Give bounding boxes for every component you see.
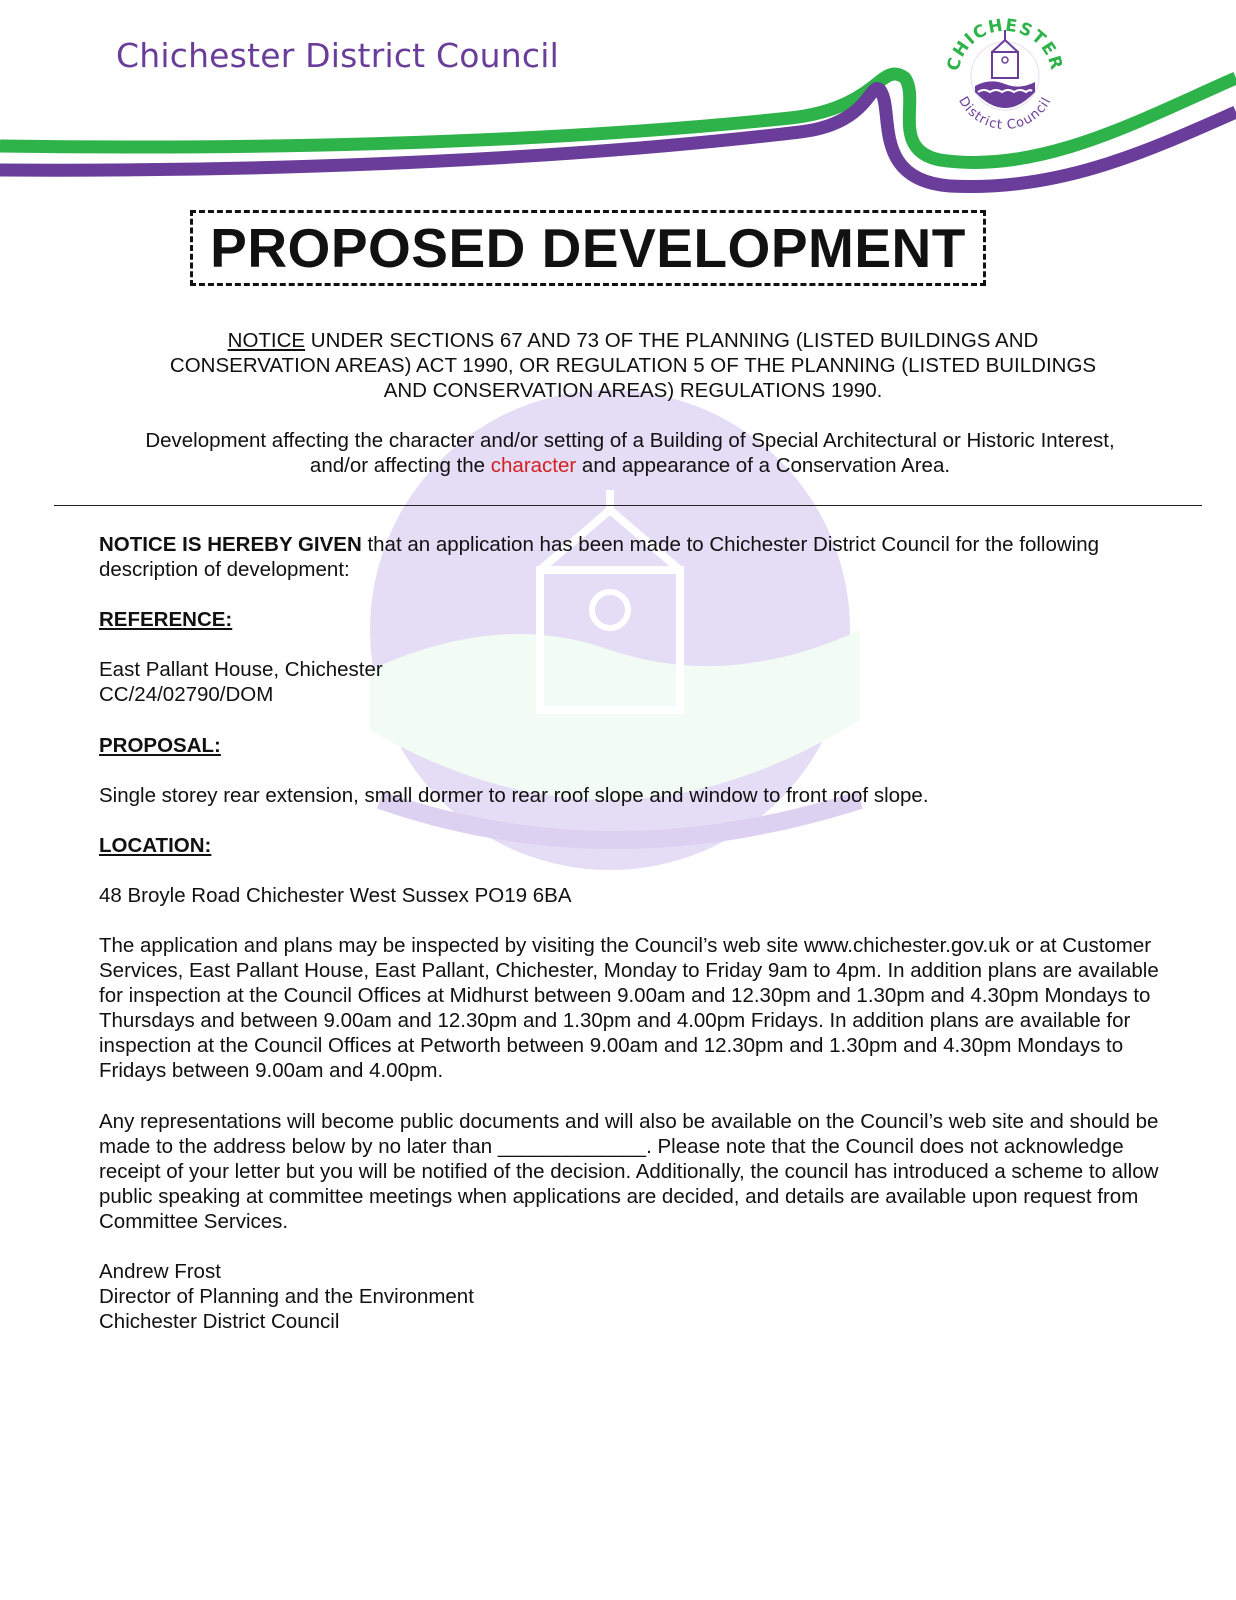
hereby-text: that an application has been made to Chichester District Council for the following description of development: xyxy=(99,533,1100,581)
title-box xyxy=(190,210,986,286)
affect-before: Development affecting the character and/or setting of a Building of Special Architectural or Historic Interest, and/or affecting the xyxy=(145,429,1115,477)
affect-after: and appearance of a Conservation Area. xyxy=(576,454,951,477)
logo-top-text: CHICHESTER xyxy=(943,15,1067,74)
reference-number: CC/24/02790/DOM xyxy=(99,683,274,706)
location-text: 48 Broyle Road Chichester West Sussex PO19 6BA xyxy=(99,884,572,907)
logo-bottom-text: District Council xyxy=(955,94,1055,134)
notice-word: NOTICE xyxy=(227,329,306,352)
reference-heading: REFERENCE: xyxy=(99,608,233,631)
location-heading: LOCATION: xyxy=(99,834,212,857)
statutory-notice xyxy=(150,328,1116,403)
inspection-paragraph: The application and plans may be inspected by visiting the Council’s web site www.chichester.gov.uk or at Customer Services, East Pallant House, East Pallant, Chichester, Monday to Friday 9am to 4pm. In addition plans are available for inspection at the Council Offices at Midhurst between 9.00am and 12.30pm and 1.30pm and 4.30pm Mondays to Thursdays and between 9.00am and 12.30pm and 1.30pm and 4.00pm Fridays. In addition plans are available for inspection at the Council Offices at Petworth between 9.00am and 12.30pm and 1.30pm and 4.30pm Mondays to Fridays between 9.00am and 4.00pm. xyxy=(99,934,1159,1082)
proposal-text: Single storey rear extension, small dormer to rear roof slope and window to front roof slope. xyxy=(99,784,929,807)
signature-name: Andrew Frost xyxy=(99,1260,221,1283)
proposal-heading: PROPOSAL: xyxy=(99,734,221,757)
notice-text: UNDER SECTIONS 67 AND 73 OF THE PLANNING (LISTED BUILDINGS AND CONSERVATION AREAS) ACT 1990, OR REGULATION 5 OF THE PLANNING (LISTED BUILDINGS AND CONSERVATION AREAS) REGULATIONS 1990. xyxy=(169,329,1097,402)
divider xyxy=(54,505,1202,506)
page-title: PROPOSED DEVELOPMENT xyxy=(210,217,966,279)
hereby-bold: NOTICE IS HEREBY GIVEN xyxy=(99,533,362,556)
representations-paragraph: Any representations will become public documents and will also be available on the Council’s web site and should be made to the address below by no later than _____________. Please note that the Council does not acknowledge receipt of your letter but you will be notified of the decision. Additionally, the council has introduced a scheme to allow public speaking at committee meetings when applications are decided, and details are available upon request from Committee Services. xyxy=(99,1110,1159,1233)
development-affect-text xyxy=(130,428,1130,478)
reference-line1: East Pallant House, Chichester xyxy=(99,658,383,681)
hereby-given-paragraph xyxy=(99,532,1189,582)
signature-role: Director of Planning and the Environment xyxy=(99,1285,474,1308)
signature-org: Chichester District Council xyxy=(99,1310,340,1333)
affect-highlight: character xyxy=(490,454,577,477)
council-name: Chichester District Council xyxy=(116,36,559,75)
council-logo xyxy=(940,8,1070,138)
